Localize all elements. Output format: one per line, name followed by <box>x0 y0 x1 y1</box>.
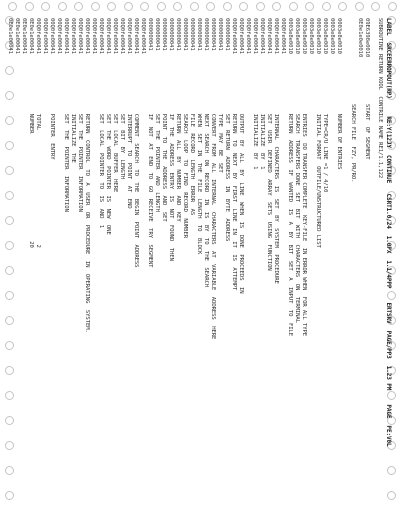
feed-hole <box>322 2 331 11</box>
address-line: 0E0e1e00041 <box>14 18 20 54</box>
address-line: 00Q0fe00041 <box>273 18 279 54</box>
source-line: ENTRIES DO TRANSFER COMPLETE KEY-FILE IN ERROR WHEN FOR ALL TYPE <box>301 104 307 337</box>
source-line: SET LOCAL BUFFER HERE <box>112 104 118 193</box>
address-line: 0000000041 <box>217 18 223 51</box>
source-line: FILE RECORD LENGTH ERROR AS <box>189 104 195 216</box>
address-line: 0000000041 <box>182 18 188 51</box>
address-line: 0000000041 <box>147 18 153 51</box>
source-line: SET THE WORD POINTER IS NEW ONE <box>105 104 111 235</box>
source-line: RETURN CONTROL TO A USER OR PROCEDURE IN OPERATING SYSTEM. <box>84 104 90 333</box>
feed-hole <box>289 2 298 11</box>
feed-hole <box>107 2 116 11</box>
address-line: 00Q0fe00041 <box>84 18 90 54</box>
source-line: INITIALIZE BY 1 <box>259 104 265 170</box>
feed-hole <box>256 2 265 11</box>
feed-hole <box>74 2 83 11</box>
source-line: START OF SEGMENT <box>364 104 370 160</box>
source-line: POINT TO THE ADDRESS AND SET <box>161 104 167 222</box>
address-line: 00Q0fe00041 <box>252 18 258 54</box>
feed-hole <box>239 2 248 11</box>
source-line: NUMBER OF ENTRIES <box>336 104 342 170</box>
source-line: SET RETURN ADDRESS IN BYTE ADDRESS <box>224 104 230 242</box>
address-line: 0000000041 <box>161 18 167 51</box>
source-line: RETURN ADDRESS IF WANTED IS A BY BIT SET A INPUT TO FILE <box>287 104 293 337</box>
address-line: 0000000041 <box>196 18 202 51</box>
address-line: 0E0e1e0e0010 <box>357 18 363 58</box>
source-line: SET BIT BY LENGTH <box>119 104 125 180</box>
source-line: SET THE POINTER AND LENGTH <box>154 104 160 212</box>
source-line: TOTAL 2 <box>35 104 41 248</box>
source-line: NEXT SEARCH ON RECORD IN IS BY TO THE SEARCH <box>203 104 209 287</box>
feed-hole <box>58 2 67 11</box>
address-line: 00Q0fe00041 <box>63 18 69 54</box>
address-line: 0000000041 <box>175 18 181 51</box>
page-header-sub: SUBROUTINE RETURN KOOL CONTRILE NAME RE1/1.1,122 <box>377 18 383 179</box>
source-line: SET THE POINTER INFORMATION <box>63 104 69 212</box>
source-line: OUTPUT BY ALL BY LINE WHEN IS DONE PROCEEDS IN <box>238 104 244 294</box>
address-line: 00Q0fe00041 <box>77 18 83 54</box>
address-line: 0E0e1e00041 <box>28 18 34 54</box>
source-line: INITIALIZE BY 1 <box>252 104 258 170</box>
address-line: 0003e8e0010 <box>336 18 342 54</box>
address-line: 0000000041 <box>168 18 174 51</box>
address-line: 0000000041 <box>154 18 160 51</box>
feed-hole <box>272 2 281 11</box>
source-line: INTERNAL CHARACTERS IS SET BY SYSTEM PROCEDURE <box>273 104 279 284</box>
feed-hole <box>41 2 50 11</box>
source-line: POINTER ENTRY <box>49 104 55 160</box>
address-line: 00Q0fe00041 <box>238 18 244 54</box>
source-line: SEARCH TRANSFERS DONE SET BIT WITH CHARACTERS ON TERMINAL <box>294 104 300 323</box>
feed-hole <box>371 2 380 11</box>
source-line: WHEN SET IN THE FILE LENGTH TO BLOCK <box>196 104 202 255</box>
address-line: 00Q0fe00041 <box>42 18 48 54</box>
source-line: SEARCH FILE FZY, PR/RO. <box>350 104 356 183</box>
page-header: LABEL SRCEERROPOUT(RP) RE:Y(12JY CONTINUE CSRT1.0/24 1.0PX 1.1/4PPP ERTSRV PAGE/PP3 1.23 PM PAGE PE:V0L <box>385 18 392 447</box>
address-line: 0003e8e0010 <box>329 18 335 54</box>
feed-hole <box>355 2 364 11</box>
source-line: TYPE MAY BE SET <box>217 104 223 173</box>
address-line: 0003e8e0010 <box>287 18 293 54</box>
source-line: SET LOCAL POINTER TO IS AND 1 <box>98 104 104 229</box>
address-line: 00Q0fe00041 <box>126 18 132 54</box>
feed-hole <box>190 2 199 11</box>
address-line: 0000000041 <box>210 18 216 51</box>
address-line: 00Q0fe00041 <box>259 18 265 54</box>
address-line: 0003e8e0010 <box>308 18 314 54</box>
source-line: COMMENT SEARCH TO THE BEGIN POINT ADDRESS <box>133 104 139 268</box>
source-line: INTERRUPT TO POINT AT END <box>126 104 132 209</box>
source-line: SEARCH LOOP TO FIND RECORD NUMBER <box>182 104 188 238</box>
address-line: 00Q0fe00041 <box>266 18 272 54</box>
feed-hole <box>173 2 182 11</box>
top-feed-holes <box>0 2 400 12</box>
source-line: CONVERT FROM ALL INTERNAL CHARACTERS AT VARIABLE ADDRESS HERE <box>210 104 216 340</box>
source-line: NUMBER 20 <box>28 104 34 248</box>
address-line: 09E6398e0010 <box>364 18 370 58</box>
source-line: RETURN TO NEXT BY FIRST LINE IN IT IS ATTEMPT <box>231 104 237 291</box>
feed-hole <box>140 2 149 11</box>
address-line: 0000000041 <box>189 18 195 51</box>
address-line: 00Q0fe00041 <box>56 18 62 54</box>
address-line: 00Q0fe00041 <box>35 18 41 54</box>
address-line: 00Q0fe00041 <box>105 18 111 54</box>
address-line: 0003e8e0010 <box>322 18 328 54</box>
source-line: INITIALIZE THE <box>70 104 76 163</box>
source-line: TYPE=CR/U LINE =1 / 4/10 <box>322 104 328 193</box>
address-line: 00Q0fe00041 <box>119 18 125 54</box>
address-line: 0003e8e0010 <box>294 18 300 54</box>
address-line: 00Q0fe00041 <box>245 18 251 54</box>
feed-hole <box>305 2 314 11</box>
source-line: RETURN ALL BY NUMBER AND KEY <box>175 104 181 222</box>
address-line: 0003e8e0010 <box>315 18 321 54</box>
source-line: IF NOT AT END TO GO RECEIVE TRY SEGMENT <box>147 104 153 268</box>
source-line: SET USER DEFINED ARRAY SETS USING FUNCTION <box>266 104 272 271</box>
address-line: 00Q0fe00041 <box>112 18 118 54</box>
feed-hole <box>338 2 347 11</box>
feed-hole <box>124 2 133 11</box>
address-line: 0000000041 <box>203 18 209 51</box>
feed-hole <box>223 2 232 11</box>
address-line: 0E0e1e00041 <box>7 18 13 54</box>
address-line: 00Q0fe00041 <box>231 18 237 54</box>
address-line: 0003e8e0010 <box>301 18 307 54</box>
feed-hole <box>157 2 166 11</box>
source-line: IF THE ADDRESS ENTRY IS NOT FOUND THEN <box>168 104 174 261</box>
address-line: 00Q0fe00041 <box>98 18 104 54</box>
feed-hole <box>206 2 215 11</box>
feed-hole <box>91 2 100 11</box>
address-line: 0E0e1e00041 <box>21 18 27 54</box>
source-line: SET THE POINTER INFORMATION <box>77 104 83 212</box>
feed-hole <box>25 2 34 11</box>
address-line: 00Q0fe00041 <box>49 18 55 54</box>
address-line: 0000000041 <box>224 18 230 51</box>
address-line: 00Q0fe00041 <box>91 18 97 54</box>
source-line: INITIAL FORMAT OUTFILE/UNSTRUCTURED LIST <box>315 104 321 248</box>
address-line: 00Q0fe00041 <box>70 18 76 54</box>
address-line: 00Q0fe00041 <box>133 18 139 54</box>
address-line: 00Q0fe00041 <box>280 18 286 54</box>
address-line: 00Q0fe00041 <box>140 18 146 54</box>
printout-sheet <box>7 14 392 510</box>
